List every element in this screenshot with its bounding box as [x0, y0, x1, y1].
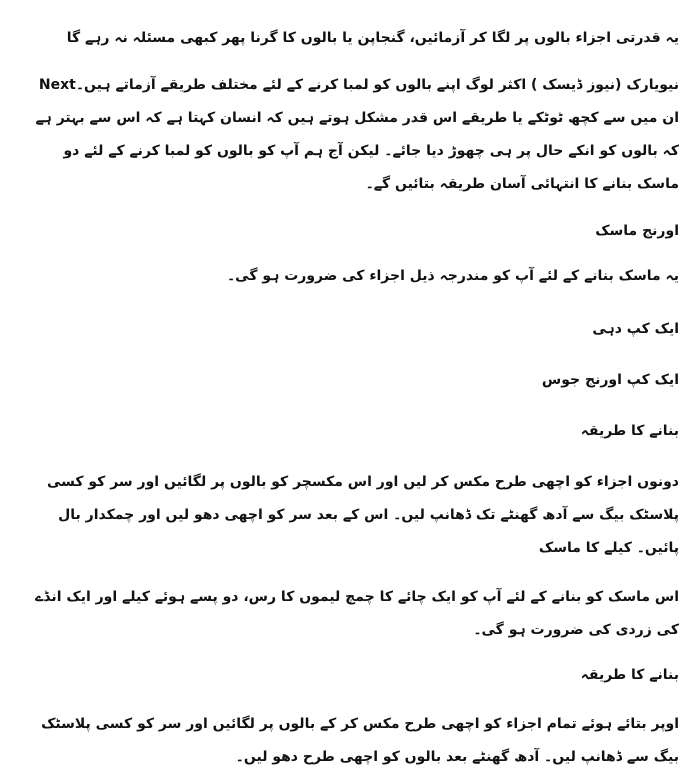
intro-paragraph: Nextنیویارک (نیوز ڈیسک ) اکثر لوگ اپنے بالوں کو لمبا کرنے کے لئے مختلف طریقے آزماتے ہیں۔ ان میں سے کچھ ٹوٹکے یا طریقے اس قدر مشکل ہوتے ہیں کہ انسان کہتا ہے کہ اس سے بہتر ہے کہ بالوں کو انکے حال پر ہی چھوڑ دیا جائے۔ لیکن آج ہم آپ کو بالوں کو لمبا کرنے کے لئے دو ماسک بنانے کا انتہائی آسان طریقہ بتائیں گے۔ — [35, 77, 679, 192]
ingredients-intro: یہ ماسک بنانے کے لئے آپ کو مندرجہ ذیل اجزاء کی ضرورت ہو گی۔ — [226, 268, 679, 284]
orange-mask-heading: اورنج ماسک — [595, 223, 679, 239]
banana-mask-method: اوپر بتائے ہوئے تمام اجزاء کو اچھی طرح مکس کر کے بالوں پر لگائیں اور سر کو کسی پلاسٹک بیگ سے ڈھانپ لیں۔ آدھ گھنٹے بعد بالوں کو اچھی طرح دھو لیں۔ — [41, 716, 679, 765]
ingredient-yogurt: ایک کپ دہی — [592, 321, 679, 337]
orange-mask-method: دونوں اجزاء کو اچھی طرح مکس کر لیں اور اس مکسچر کو بالوں پر لگائیں اور سر کو کسی پلاسٹک بیگ سے آدھ گھنٹے تک ڈھانپ لیں۔ اس کے بعد سر کو اچھی دھو لیں اور چمکدار بال پائیں۔ کیلے کا ماسک — [46, 474, 679, 556]
method-heading-2: بنانے کا طریقہ — [580, 667, 679, 683]
banana-mask-ingredients: اس ماسک کو بنانے کے لئے آپ کو ایک چائے کا چمچ لیموں کا رس، دو پسے ہوئے کیلے اور ایک انڈے کی زردی کی ضرورت ہو گی۔ — [35, 589, 679, 638]
method-heading: بنانے کا طریقہ — [580, 423, 679, 439]
headline: یہ قدرتی اجزاء بالوں پر لگا کر آزمائیں، گنجاپن یا بالوں کا گرنا پھر کبھی مسئلہ نہ رہے گا — [66, 30, 679, 46]
ingredient-orange-juice: ایک کپ اورنج جوس — [541, 372, 679, 388]
